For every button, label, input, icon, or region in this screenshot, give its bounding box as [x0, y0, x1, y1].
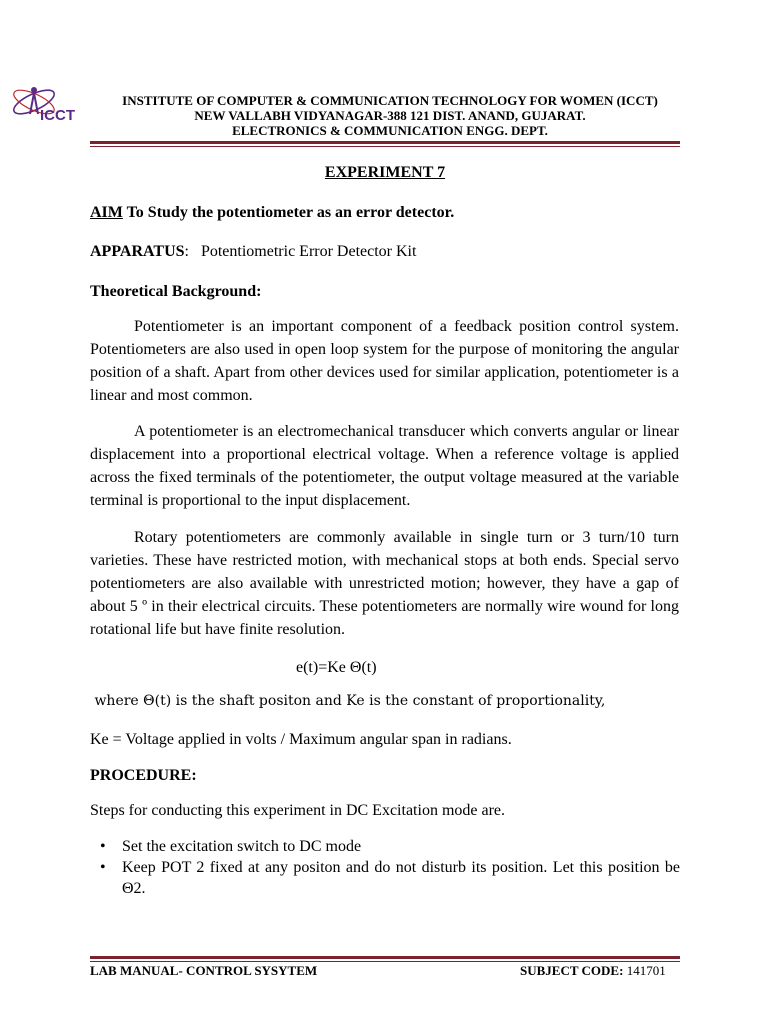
aim-line: [90, 201, 454, 224]
header-rule-thin: [90, 146, 680, 147]
step-1-text: Set the excitation switch to DC mode: [122, 838, 362, 855]
steps-list: [90, 836, 680, 899]
icct-logo: [10, 80, 90, 128]
equation: e(t)=Ke Θ(t): [296, 659, 377, 676]
aim-label: AIM: [90, 204, 123, 221]
where-text: where Θ(t) is the shaft positon and Ke is the constant of proportionality,: [90, 693, 606, 709]
header-rule: [90, 141, 680, 144]
subject-code-label: SUBJECT CODE:: [520, 963, 624, 978]
paragraph-3-text: Rotary potentiometers are commonly available in single turn or 3 turn/10 turn varieties. These have restricted motion, with mechanical stops at both ends. Special servo potentiometers are also available with unrestricted motion; however, they have a gap of about 5 º in their electrical circuits. These potentiometers are normally wire wound for long rotational life but have finite resolution.: [90, 529, 679, 638]
bullet-icon: •: [100, 838, 106, 855]
paragraph-3: [90, 526, 679, 641]
paragraph-1: [90, 315, 679, 407]
step-2-text: Keep POT 2 fixed at any positon and do not disturb its position. Let this position be Θ2.: [122, 859, 680, 897]
list-item: [90, 857, 680, 899]
footer-rule: [90, 956, 680, 959]
subject-code-value: 141701: [626, 963, 666, 978]
steps-intro: Steps for conducting this experiment in DC Excitation mode are.: [90, 802, 506, 819]
bullet-icon: •: [100, 859, 106, 876]
experiment-title: EXPERIMENT 7: [324, 164, 446, 181]
paragraph-2-text: A potentiometer is an electromechanical transducer which converts angular or linear displacement into a proportional electrical voltage. When a reference voltage is applied across the fixed terminals of the potentiometer, the output voltage measured at the variable terminal is proportional to the input displacement.: [90, 423, 679, 509]
footer-manual-title: LAB MANUAL- CONTROL SYSYTEM: [90, 963, 318, 978]
footer-subject-code: [520, 963, 666, 979]
paragraph-1-text: Potentiometer is an important component of a feedback position control system. Potentiometers are also used in open loop system for the purpose of monitoring the angular position of a shaft. Apart from other devices used for similar application, potentiometer is a linear and most common.: [90, 318, 679, 404]
apparatus-text: : Potentiometric Error Detector Kit: [184, 243, 417, 260]
institute-name: INSTITUTE OF COMPUTER & COMMUNICATION TECHNOLOGY FOR WOMEN (ICCT): [122, 93, 658, 108]
list-item: [90, 836, 680, 857]
logo-text: ICCT: [40, 107, 75, 124]
ke-definition: Ke = Voltage applied in volts / Maximum angular span in radians.: [90, 731, 512, 748]
aim-text: To Study the potentiometer as an error detector.: [122, 204, 455, 221]
theory-heading: Theoretical Background:: [90, 283, 262, 300]
procedure-heading: PROCEDURE:: [90, 767, 197, 784]
footer-rule-thin: [90, 961, 680, 962]
paragraph-2: [90, 420, 679, 512]
apparatus-label: APPARATUS: [90, 243, 185, 260]
department-name: ELECTRONICS & COMMUNICATION ENGG. DEPT.: [232, 123, 548, 138]
apparatus-line: [90, 240, 416, 263]
institute-address: NEW VALLABH VIDYANAGAR-388 121 DIST. ANAND, GUJARAT.: [194, 108, 586, 123]
